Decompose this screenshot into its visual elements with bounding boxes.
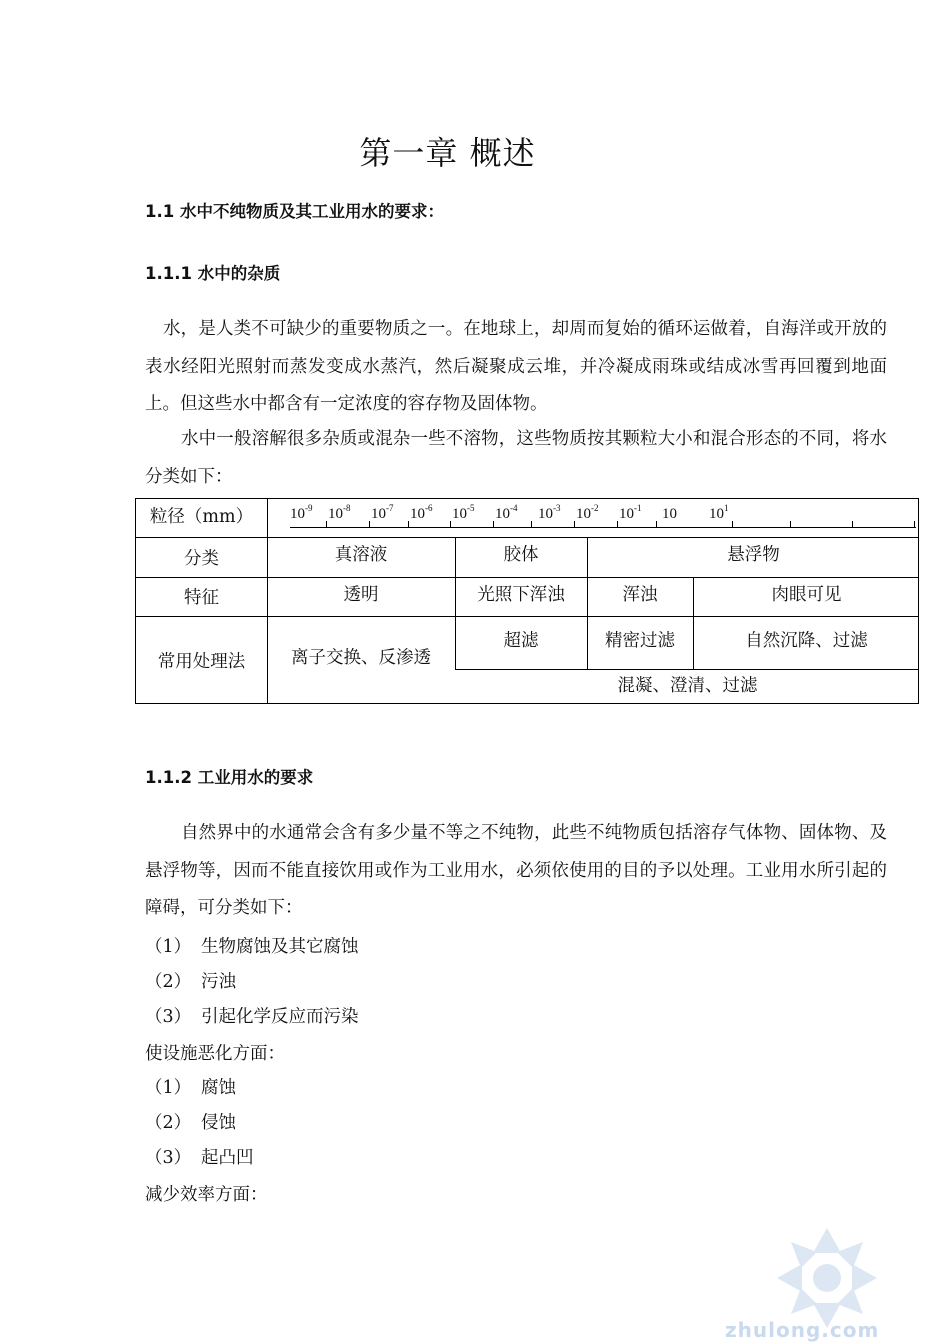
section-heading-1-1-1: 1.1.1 水中的杂质 xyxy=(145,264,281,283)
row-label-features: 特征 xyxy=(184,588,219,608)
scale-tick: $10^{-7}$ xyxy=(371,503,394,522)
scale-tick: $10^{-9}$ xyxy=(290,503,313,522)
scale-tick: $10^{-8}$ xyxy=(328,503,351,522)
scale-tick: $10^{-5}$ xyxy=(452,503,475,522)
class-true-solution: 真溶液 xyxy=(334,544,388,565)
chapter-title: 第一章 概述 xyxy=(359,134,536,172)
list-item: （1） 生物腐蚀及其它腐蚀 xyxy=(145,937,359,957)
paragraph-water-classification: 水中一般溶解很多杂质或混杂一些不溶物，这些物质按其颗粒大小和混合形态的不同，将水分类如下： xyxy=(145,429,887,487)
water-classification-table xyxy=(135,498,919,704)
class-colloid: 胶体 xyxy=(503,544,539,565)
row-label-particle-size: 粒径（mm） xyxy=(149,506,254,527)
feature-transparent: 透明 xyxy=(343,584,379,605)
scale-tick: $10^1$ xyxy=(709,503,729,522)
class-suspended: 悬浮物 xyxy=(727,544,780,565)
list-item: （3） 起凸凹 xyxy=(145,1148,254,1168)
row-label-classification: 分类 xyxy=(184,548,219,569)
scale-tick: $10^{-1}$ xyxy=(619,503,642,522)
treatment-sedimentation: 自然沉降、过滤 xyxy=(745,630,868,651)
treatment-precision-filtration: 精密过滤 xyxy=(605,630,675,651)
scale-tick: $10^{-6}$ xyxy=(410,503,433,522)
list-item: （1） 腐蚀 xyxy=(145,1078,236,1098)
paragraph-water-intro: 水，是人类不可缺少的重要物质之一。在地球上，却周而复始的循环运做着，自海洋或开放的表水经阳光照射而蒸发变成水蒸汽，然后凝聚成云堆，并冷凝成雨珠或结成冰雪再回覆到地面上。但这些水中都含有一定浓度的容存物及固体物。 xyxy=(145,319,887,414)
scale-tick: $10^{-3}$ xyxy=(538,503,561,522)
scale-tick: $10^{-4}$ xyxy=(495,503,518,522)
list-item: （3） 引起化学反应而污染 xyxy=(145,1007,359,1027)
treatment-ultrafiltration: 超滤 xyxy=(503,630,539,651)
section-heading-1-1-2: 1.1.2 工业用水的要求 xyxy=(145,768,314,787)
list-item: （2） 侵蚀 xyxy=(145,1113,236,1133)
feature-turbid-in-light: 光照下浑浊 xyxy=(477,584,565,605)
subheading-efficiency-reduction: 减少效率方面： xyxy=(145,1185,268,1205)
section-heading-1-1: 1.1 水中不纯物质及其工业用水的要求： xyxy=(145,202,444,221)
feature-turbid: 浑浊 xyxy=(622,584,658,605)
treatment-coagulation: 混凝、澄清、过滤 xyxy=(617,675,758,696)
row-label-treatment: 常用处理法 xyxy=(157,652,246,672)
scale-tick: $10^{-2}$ xyxy=(576,503,599,522)
subheading-facility-deterioration: 使设施恶化方面： xyxy=(145,1044,285,1064)
scale-tick: 10 xyxy=(662,506,677,522)
paragraph-industrial-water: 自然界中的水通常会含有多少量不等之不纯物，此些不纯物质包括溶存气体物、固体物、及悬浮物等，因而不能直接饮用或作为工业用水，必须依使用的目的予以处理。工业用水所引起的障碍，可分类如下： xyxy=(145,823,887,918)
list-item: （2） 污浊 xyxy=(145,972,236,992)
feature-visible: 肉眼可见 xyxy=(771,584,842,605)
particle-size-scale xyxy=(290,503,916,529)
treatment-ion-exchange: 离子交换、反渗透 xyxy=(291,648,431,668)
watermark-text: zhulong.com xyxy=(725,1318,880,1342)
